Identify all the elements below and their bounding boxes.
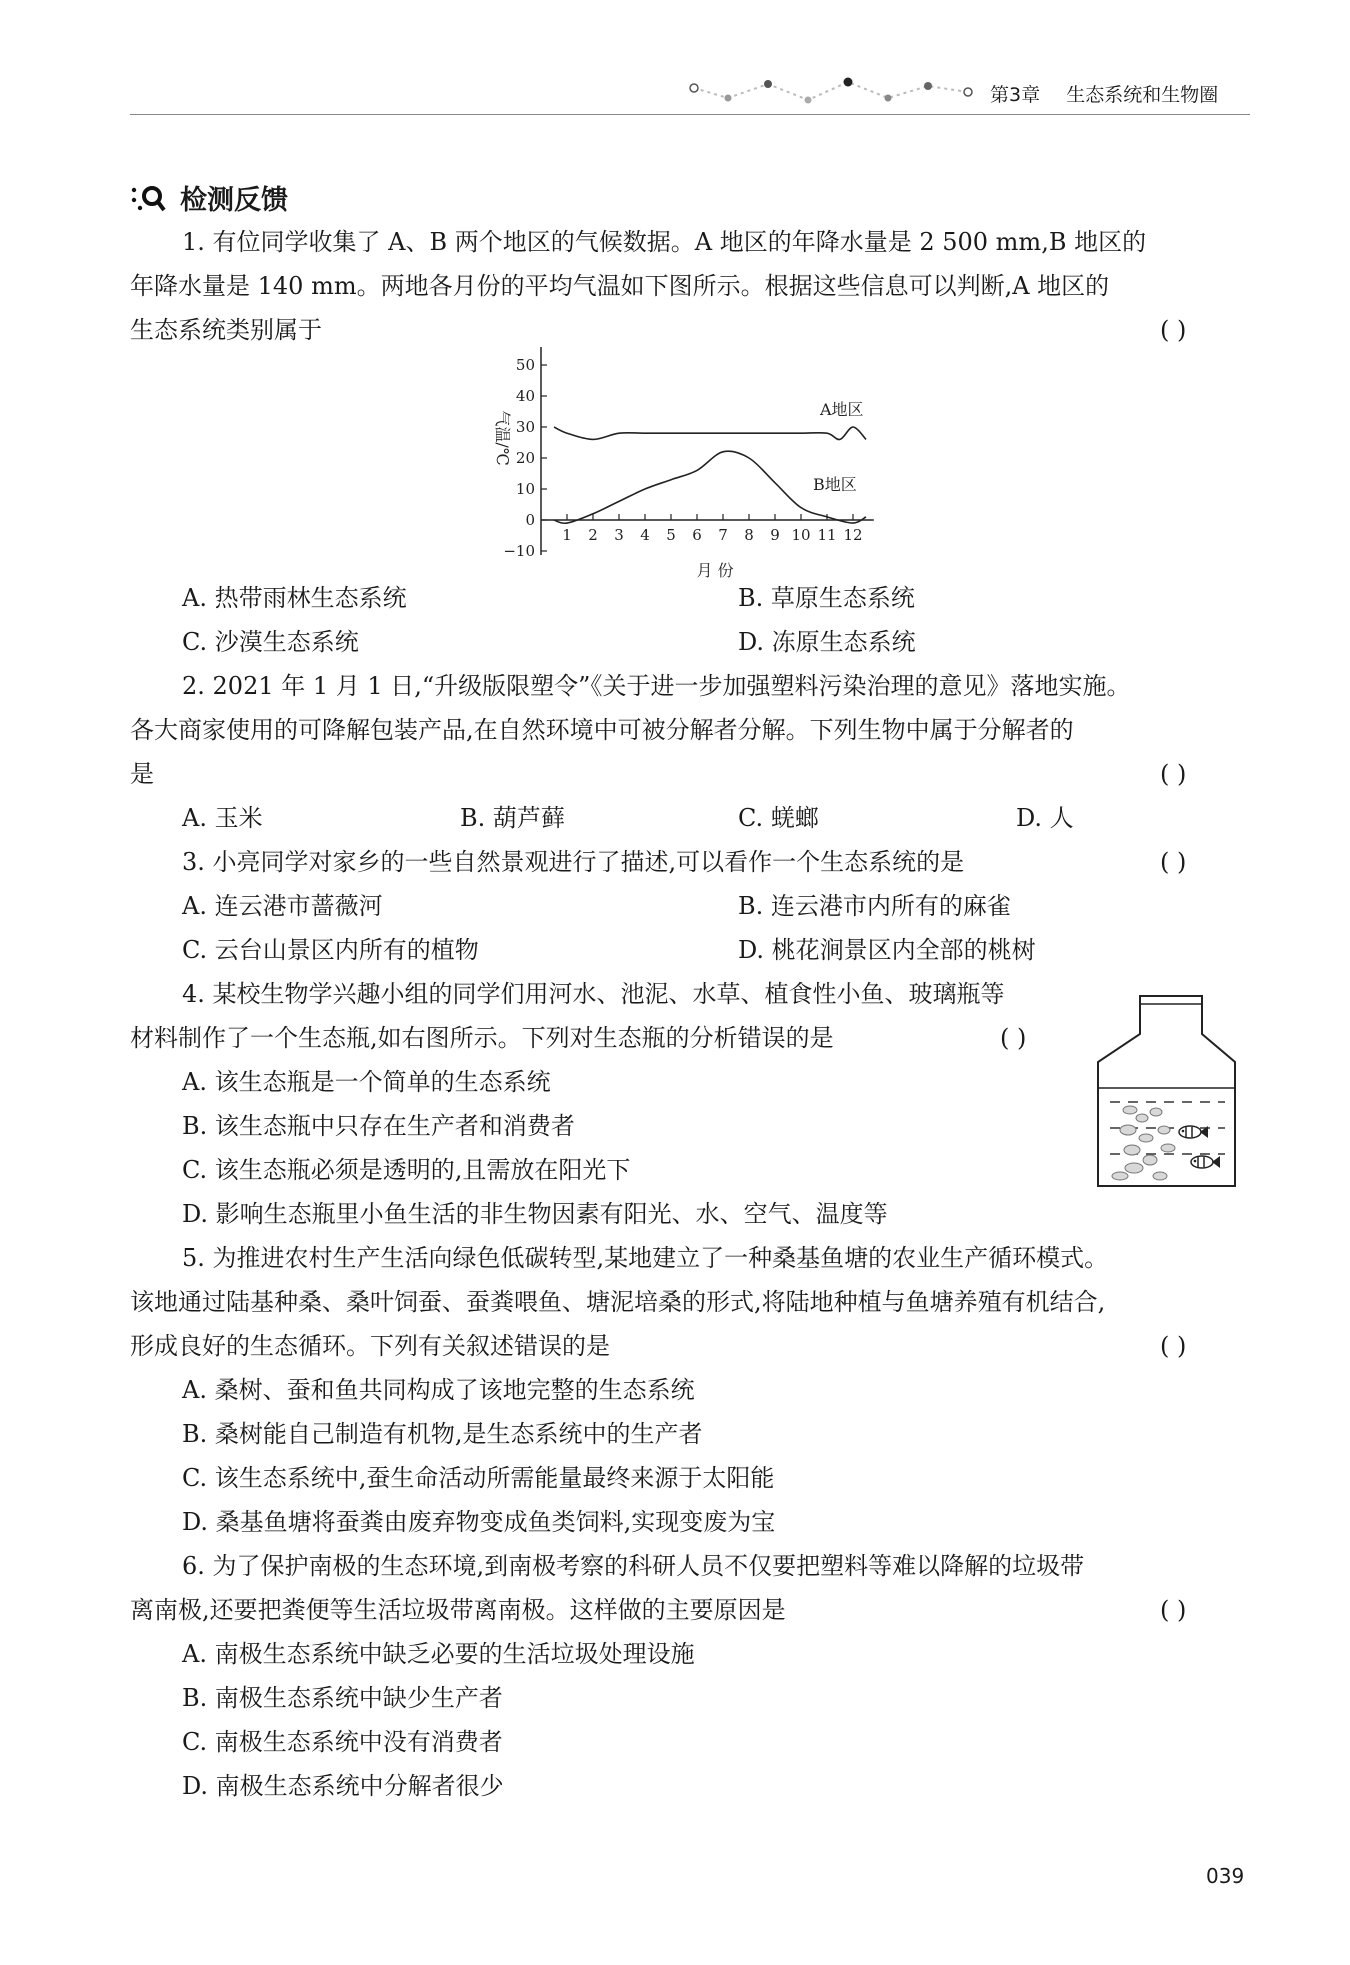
- chart-x-tick-label: 9: [770, 526, 780, 544]
- q1-line-3: 生态系统类别属于: [130, 316, 322, 344]
- chart-x-tick-label: 3: [614, 526, 624, 544]
- q6-option-a[interactable]: A. 南极生态系统中缺乏必要的生活垃圾处理设施: [182, 1640, 695, 1668]
- q1-line-1: 1. 有位同学收集了 A、B 两个地区的气候数据。A 地区的年降水量是 2 500 mm,B 地区的: [182, 228, 1147, 256]
- chart-y-tick-label: 30: [515, 418, 535, 436]
- series-a-line: [554, 427, 866, 440]
- q6-option-c[interactable]: C. 南极生态系统中没有消费者: [182, 1728, 503, 1756]
- chart-x-tick-label: 12: [843, 526, 863, 544]
- chart-x-tick-label: 2: [588, 526, 598, 544]
- q2-answer-paren: ( ): [1160, 760, 1187, 788]
- q6-option-d[interactable]: D. 南极生态系统中分解者很少: [182, 1772, 504, 1800]
- ecobottle-illustration: [1090, 990, 1250, 1190]
- section-title: 检测反馈: [180, 185, 288, 216]
- q6-option-b[interactable]: B. 南极生态系统中缺少生产者: [182, 1684, 503, 1712]
- bottle-outline: [1098, 996, 1235, 1186]
- q2-line-2: 各大商家使用的可降解包装产品,在自然环境中可被分解者分解。下列生物中属于分解者的: [130, 716, 1074, 744]
- chart-xlabel: 月 份: [696, 561, 734, 580]
- q4-option-d[interactable]: D. 影响生态瓶里小鱼生活的非生物因素有阳光、水、空气、温度等: [182, 1200, 888, 1228]
- q5-option-b[interactable]: B. 桑树能自己制造有机物,是生态系统中的生产者: [182, 1420, 703, 1448]
- magnifier-icon: [130, 180, 170, 216]
- q2-line-1: 2. 2021 年 1 月 1 日,“升级版限塑令”《关于进一步加强塑料污染治理的意见》落地实施。: [182, 672, 1131, 700]
- chart-ylabel: 气温/℃: [493, 410, 512, 466]
- chart-x-tick-label: 7: [718, 526, 728, 544]
- q3-answer-paren: ( ): [1160, 848, 1187, 876]
- q6-line-1: 6. 为了保护南极的生态环境,到南极考察的科研人员不仅要把塑料等难以降解的垃圾带: [182, 1552, 1085, 1580]
- q1-line-2: 年降水量是 140 mm。两地各月份的平均气温如下图所示。根据这些信息可以判断,A 地区的: [130, 272, 1110, 300]
- q1-option-c[interactable]: C. 沙漠生态系统: [182, 628, 359, 656]
- q3-option-c[interactable]: C. 云台山景区内所有的植物: [182, 936, 479, 964]
- chapter-number: 第3章: [990, 84, 1041, 106]
- chart-y-tick-label: 50: [515, 356, 535, 374]
- chart-y-tick-label: 0: [525, 511, 535, 529]
- chart-y-tick-label: 10: [515, 480, 535, 498]
- q5-line-2: 该地通过陆基种桑、桑叶饲蚕、蚕粪喂鱼、塘泥培桑的形式,将陆地种植与鱼塘养殖有机结合,: [130, 1288, 1106, 1316]
- chart-y-tick-label: −10: [503, 542, 535, 560]
- q4-answer-paren: ( ): [1000, 1024, 1027, 1052]
- fish-2: [1191, 1156, 1220, 1168]
- chart-y-tick-label: 20: [515, 449, 535, 467]
- q3-option-d[interactable]: D. 桃花涧景区内全部的桃树: [738, 936, 1036, 964]
- chart-x-tick-label: 8: [744, 526, 754, 544]
- q1-answer-paren: ( ): [1160, 316, 1187, 344]
- chart-x-tick-label: 11: [817, 526, 837, 544]
- q5-line-1: 5. 为推进农村生产生活向绿色低碳转型,某地建立了一种桑基鱼塘的农业生产循环模式。: [182, 1244, 1109, 1272]
- waterweed: [1112, 1106, 1175, 1180]
- q3-option-b[interactable]: B. 连云港市内所有的麻雀: [738, 892, 1011, 920]
- series-a-label: A地区: [820, 400, 864, 419]
- q5-line-3: 形成良好的生态循环。下列有关叙述错误的是: [130, 1332, 610, 1360]
- q1-option-d[interactable]: D. 冻原生态系统: [738, 628, 916, 656]
- q4-option-a[interactable]: A. 该生态瓶是一个简单的生态系统: [182, 1068, 551, 1096]
- chart-x-tick-label: 10: [791, 526, 811, 544]
- q3-option-a[interactable]: A. 连云港市蔷薇河: [182, 892, 383, 920]
- q3-line-1: 3. 小亮同学对家乡的一些自然景观进行了描述,可以看作一个生态系统的是: [182, 848, 965, 876]
- chart-x-tick-label: 4: [640, 526, 650, 544]
- q2-option-a[interactable]: A. 玉米: [182, 804, 263, 832]
- q4-option-c[interactable]: C. 该生态瓶必须是透明的,且需放在阳光下: [182, 1156, 631, 1184]
- q2-option-d[interactable]: D. 人: [1016, 804, 1074, 832]
- page-number: 039: [1206, 1864, 1245, 1888]
- chart-x-tick-label: 1: [562, 526, 572, 544]
- chapter-header: [990, 80, 1218, 107]
- q4-line-1: 4. 某校生物学兴趣小组的同学们用河水、池泥、水草、植食性小鱼、玻璃瓶等: [182, 980, 1005, 1008]
- header-decoration: [688, 74, 978, 108]
- q4-line-2: 材料制作了一个生态瓶,如右图所示。下列对生态瓶的分析错误的是: [130, 1024, 834, 1052]
- q5-option-a[interactable]: A. 桑树、蚕和鱼共同构成了该地完整的生态系统: [182, 1376, 695, 1404]
- chart-y-tick-label: 40: [515, 387, 535, 405]
- q6-answer-paren: ( ): [1160, 1596, 1187, 1624]
- header-rule: [130, 114, 1250, 115]
- q2-option-c[interactable]: C. 蜣螂: [738, 804, 819, 832]
- series-b-label: B地区: [813, 475, 857, 494]
- q4-option-b[interactable]: B. 该生态瓶中只存在生产者和消费者: [182, 1112, 575, 1140]
- q1-option-b[interactable]: B. 草原生态系统: [738, 584, 915, 612]
- q2-option-b[interactable]: B. 葫芦藓: [460, 804, 565, 832]
- temperature-chart: [475, 320, 905, 590]
- chart-x-tick-label: 5: [666, 526, 676, 544]
- chapter-title: 生态系统和生物圈: [1066, 84, 1219, 106]
- q5-answer-paren: ( ): [1160, 1332, 1187, 1360]
- q1-option-a[interactable]: A. 热带雨林生态系统: [182, 584, 407, 612]
- q6-line-2: 离南极,还要把粪便等生活垃圾带离南极。这样做的主要原因是: [130, 1596, 786, 1624]
- q2-line-3: 是: [130, 760, 154, 788]
- chart-x-tick-label: 6: [692, 526, 702, 544]
- q5-option-d[interactable]: D. 桑基鱼塘将蚕粪由废弃物变成鱼类饲料,实现变废为宝: [182, 1508, 776, 1536]
- q5-option-c[interactable]: C. 该生态系统中,蚕生命活动所需能量最终来源于太阳能: [182, 1464, 775, 1492]
